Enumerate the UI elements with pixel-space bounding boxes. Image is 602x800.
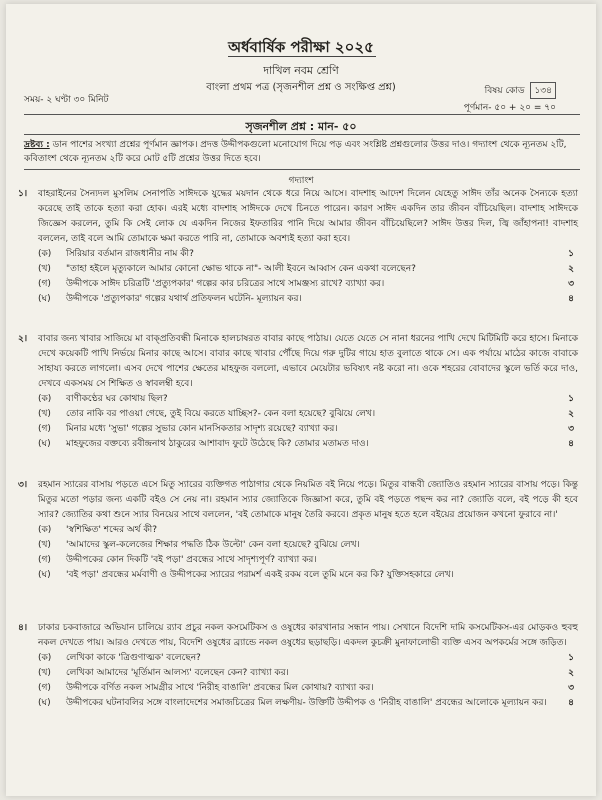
question-part [38, 696, 578, 711]
question-1 [18, 187, 578, 307]
part-marks: ১ [568, 653, 574, 663]
question-part [38, 292, 578, 307]
part-text: 'স্বশিক্ষিত' শব্দের অর্থ কী? [66, 525, 158, 535]
question-stem: রহমান স্যারের বাসায় পড়তে এসে মিতু স্যারের ব্যক্তিগত পাঠাগার থেকে নিয়মিত বই নিয়ে পড়ে। মিতুর বান্ধবী জ্যোতিও রহমান স্যারের বাসায় পড়ে। কিন্তু মিতুর মতো পড়ার জন্য একটি বইও সে নেয় না। রহমান স্যার জ্যোতিকে জিজ্ঞাসা করে, তুমি বই পড়তে পছন্দ কর না? জ্যোতি বলে, বই পড়ে কী হবে স্যার? জ্যোতির কথা শুনে স্যার বিনয়ের সাথে বললেন, 'বই তোমাকে মানুষ তৈরি করবে। প্রকৃত মানুষ হতে হলে বইয়ের প্রয়োজন কখনো ফুরাবে না।' [38, 480, 578, 520]
part-label: (খ) [38, 409, 51, 419]
part-text: 'আমাদের স্কুল-কলেজের শিক্ষার পদ্ধতি ঠিক উল্টো' কেন বলা হয়েছে? বুঝিয়ে লেখ। [66, 540, 360, 550]
part-text: উদ্দীপকে 'প্রত্যুপকার' গল্পের যথার্থ প্রতিফলন ঘটেনি- মূল্যায়ন কর। [66, 294, 302, 304]
title-underline [228, 56, 376, 57]
part-label: (গ) [38, 683, 51, 693]
question-part [38, 523, 578, 538]
part-text: "তাহা হইলে মৃত্যুকালে আমার কোনো ক্ষোভ থাকে না"- আলী ইবনে আব্বাস কেন একথা বলেছেন? [66, 264, 416, 274]
part-label: (ক) [38, 394, 52, 404]
instruction-text: ডান পাশের সংখ্যা প্রশ্নের পূর্ণমান জ্ঞাপক। প্রদত্ত উদ্দীপকগুলো মনোযোগ দিয়ে পড় এবং সংশ্লিষ্ট প্রশ্নগুলোর উত্তর দাও। গদ্যাংশ থেকে ন্যূনতম ২টি, কবিতাংশ থেকে ন্যূনতম ২টি করে মোট ৫টি প্রশ্নের উত্তর দিতে হবে। [24, 140, 567, 164]
part-label: (ঘ) [38, 570, 51, 580]
question-4 [18, 621, 578, 711]
question-number: ৪। [18, 623, 28, 633]
question-part [38, 681, 578, 696]
question-number: ৩। [18, 480, 28, 490]
part-label: (ক) [38, 653, 52, 663]
question-2 [18, 332, 578, 452]
question-part [38, 568, 578, 583]
question-stem: বাবার জন্য খাবার সাজিয়ে মা বাক্প্রতিবন্ধী মিনাকে হালচাষরত বাবার কাছে পাঠায়। যেতে যেতে সে নানা ধরনের পাখি দেখে মিটিমিটি করে হাসে। মিনাকে দেখে কয়েকটি পাখি নির্ভয়ে মিনার কাছে আসে। বাবার কাছে খাবার পৌঁছে দিয়ে গরু দুটির গায়ে হাত বুলাতে থাকে সে। এক পর্যায়ে মাঠের কাজে বাবাকে সাহায্য করতে লাগলো। এসব দেখে পাশের ক্ষেতের মাহফুজ বললো, এভাবে মেয়েটার ভবিষ্যৎ নষ্ট করো না। ওকে শহরের বোবাদের স্কুলে ভর্তি করে দাও, দেখবে একসময় সে শিক্ষিত ও স্বাবলম্বী হবে। [38, 334, 578, 389]
question-part [38, 407, 578, 422]
part-label: (ঘ) [38, 698, 51, 708]
part-label: (খ) [38, 540, 51, 550]
divider [24, 134, 580, 135]
paper-label: বাংলা প্রথম পত্র (সৃজনশীল প্রশ্ন ও সংক্ষিপ্ত প্রশ্ন) [206, 82, 396, 93]
part-marks: ১ [568, 394, 574, 404]
part-marks: ২ [568, 409, 574, 419]
part-label: (গ) [38, 424, 51, 434]
question-part [38, 651, 578, 666]
part-text: সিরিয়ার বর্তমান রাজধানীর নাম কী? [66, 249, 194, 259]
part-marks: ৩ [568, 424, 574, 434]
question-part [38, 553, 578, 568]
subject-code-box: ১৩৪ [530, 82, 556, 99]
question-stem: বাহরাইনের সৈন্যদল মুসলিম সেনাপতি সাঈদকে যুদ্ধের ময়দান থেকে ধরে নিয়ে আসে। বাদশাহ আদেশ দিলেন যেহেতু সাঈদ তাঁর অনেক সৈন্যকে হত্যা করেছে তাই তাকে হত্যা করা হোক। এরই মধ্যে বাদশাহ সাঈদকে দেখে চিনতে পারেন। কারণ সাঈদ একদিন তার জীবন বাঁচিয়েছিল। বাদশাহ সাঈদকে জিজ্ঞেস করলেন, তুমি কি সেই লোক যে একদিন নিজের ইফতারির পানি দিয়ে আমার জীবন বাঁচিয়েছিলে? সাঈদ উত্তর দিল, জ্বি জাঁহাপনা! বাদশাহ বললেন, তাই বলে আমি তোমাকে ক্ষমা করতে পারি না, তোমাকে অবশ্যই হত্যা করা হবে। [38, 189, 578, 244]
part-text: লেখিকা কাকে 'ত্রিগুণাত্মক' বলেছেন? [66, 653, 201, 663]
part-text: উদ্দীপকে বর্ণিত নকল সামগ্রীর সাথে 'নিরীহ বাঙালি' প্রবন্ধের মিল কোথায়? ব্যাখ্যা কর। [66, 683, 374, 693]
part-label: (ক) [38, 249, 52, 259]
question-part [38, 422, 578, 437]
part-marks: ৩ [568, 683, 574, 693]
exam-title: অর্ধবার্ষিক পরীক্ষা ২০২৫ [228, 38, 374, 56]
question-number: ১। [18, 189, 28, 199]
question-part [38, 437, 578, 452]
part-label: (গ) [38, 279, 51, 289]
instruction-label: দ্রষ্টব্য : [24, 140, 50, 150]
part-marks: ৪ [568, 698, 574, 708]
question-part [38, 247, 578, 262]
part-text: বাণীকণ্ঠের ঘর কোথায় ছিল? [66, 394, 168, 404]
class-label: দাখিল নবম শ্রেণি [263, 64, 339, 77]
part-text: তোর নাকি বর পাওয়া গেছে, তুই বিয়ে করতে যাচ্ছিস?- কেন বলা হয়েছে? বুঝিয়ে লেখ। [66, 409, 376, 419]
part-text: উদ্দীপকের ঘটনাবলির সঙ্গে বাংলাদেশের সমাজচিত্রের মিল লক্ষণীয়- উক্তিটি উদ্দীপক ও 'নিরীহ বাঙালি' প্রবন্ধের আলোকে মূল্যায়ন কর। [66, 698, 547, 708]
subsection-title: গদ্যাংশ [288, 176, 314, 186]
part-marks: ২ [568, 668, 574, 678]
question-part [38, 538, 578, 553]
subject-code [485, 82, 556, 99]
part-text: উদ্দীপকে সাঈদ চরিত্রটি 'প্রত্যুপকার' গল্পের কার চরিত্রের সাথে সামঞ্জস্য রাখে? ব্যাখ্যা কর। [66, 279, 385, 289]
section-title: সৃজনশীল প্রশ্ন : মান- ৫০ [245, 120, 357, 133]
divider [24, 169, 580, 170]
subject-code-label: বিষয় কোড [484, 86, 525, 96]
part-text: 'বই পড়া' প্রবন্ধের মর্মবাণী ও উদ্দীপকের স্যারের পরামর্শ একই রকম বলে তুমি মনে কর কি? যুক্তিসহকারে লেখ। [66, 570, 454, 580]
part-text: লেখিকা আমাদের 'মূর্তিমান আলস্য' বলেছেন কেন? ব্যাখ্যা কর। [66, 668, 289, 678]
divider [24, 114, 580, 115]
part-marks: ২ [568, 264, 574, 274]
part-label: (ঘ) [38, 439, 51, 449]
question-part [38, 277, 578, 292]
part-marks: ৪ [568, 294, 574, 304]
part-marks: ৪ [568, 439, 574, 449]
part-text: উদ্দীপকের কোন দিকটি 'বই পড়া' প্রবন্ধের সাথে সাদৃশ্যপূর্ণ? ব্যাখ্যা কর। [66, 555, 317, 565]
question-part [38, 262, 578, 277]
question-stem: ঢাকার চকবাজারে অভিযান চালিয়ে র‍্যাব প্রচুর নকল কসমেটিকস ও ওষুধের কারখানার সন্ধান পায়। সেখানে বিদেশি দামি কসমেটিকস-এর মোড়কও হুবহু নকল দেখতে পায়। আরও দেখতে পায়, বিদেশি ওষুধের ব্র্যান্ডে নকল ওষুধের ছড়াছড়ি। একদল কুচক্রী মুনাফালোভী ব্যক্তি এসব অপকর্মের সঙ্গে জড়িত। [38, 623, 578, 648]
full-marks: পূর্ণমান- ৫০ + ২০ = ৭০ [463, 103, 556, 113]
part-label: (গ) [38, 555, 51, 565]
question-3 [18, 478, 578, 583]
time-label: সময়- ২ ঘণ্টা ৩০ মিনিট [24, 95, 109, 105]
question-number: ২। [18, 334, 28, 344]
part-marks: ৩ [568, 279, 574, 289]
part-label: (ঘ) [38, 294, 51, 304]
question-part [38, 392, 578, 407]
part-label: (খ) [38, 264, 51, 274]
exam-sheet [6, 4, 596, 796]
part-text: মাহফুজের বক্তব্যে রবীন্দ্রনাথ ঠাকুরের আশাবাদ ফুটে উঠেছে কি? তোমার মতামত দাও। [66, 439, 369, 449]
part-label: (খ) [38, 668, 51, 678]
instruction [24, 138, 580, 166]
part-text: মিনার মধ্যে 'সুভা' গল্পের সুভার কোন মানসিকতার সাদৃশ্য রয়েছে? ব্যাখ্যা কর। [66, 424, 338, 434]
question-part [38, 666, 578, 681]
part-marks: ১ [568, 249, 574, 259]
part-label: (ক) [38, 525, 52, 535]
